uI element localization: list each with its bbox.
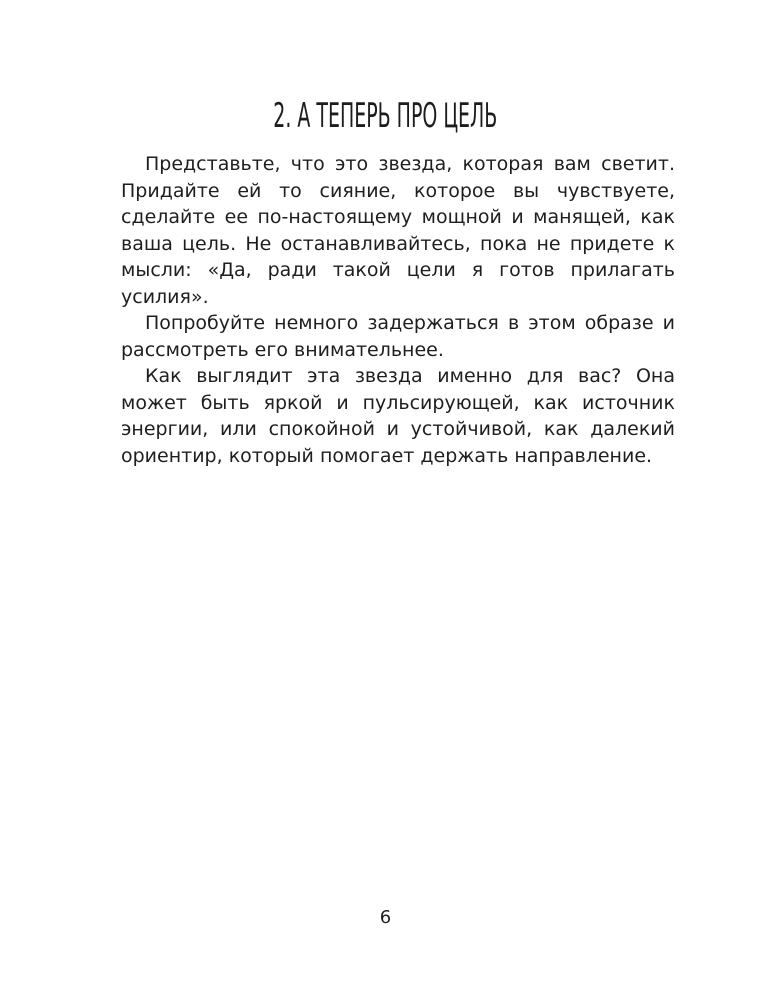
chapter-title: 2. А ТЕПЕРЬ ПРО ЦЕЛЬ <box>273 96 498 136</box>
paragraph: Представьте, что это звезда, которая вам светит. Придайте ей то сияние, которое вы чувствуете, сделайте ее по-настоящему мощной и манящей, как ваша цель. Не останавливайтесь, пока не придете к мысли: «Да, ради такой цели я готов прилагать усилия». <box>121 153 675 308</box>
page-number: 6 <box>379 907 392 928</box>
paragraph: Как выглядит эта звезда именно для вас? Она может быть яркой и пульсирующей, как источник энергии, или спокойной и устойчивой, как далекий ориентир, который помогает держать направление. <box>121 365 675 467</box>
paragraph: Попробуйте немного задержаться в этом образе и рассмотреть его внимательнее. <box>121 312 675 361</box>
body-text <box>121 151 675 469</box>
